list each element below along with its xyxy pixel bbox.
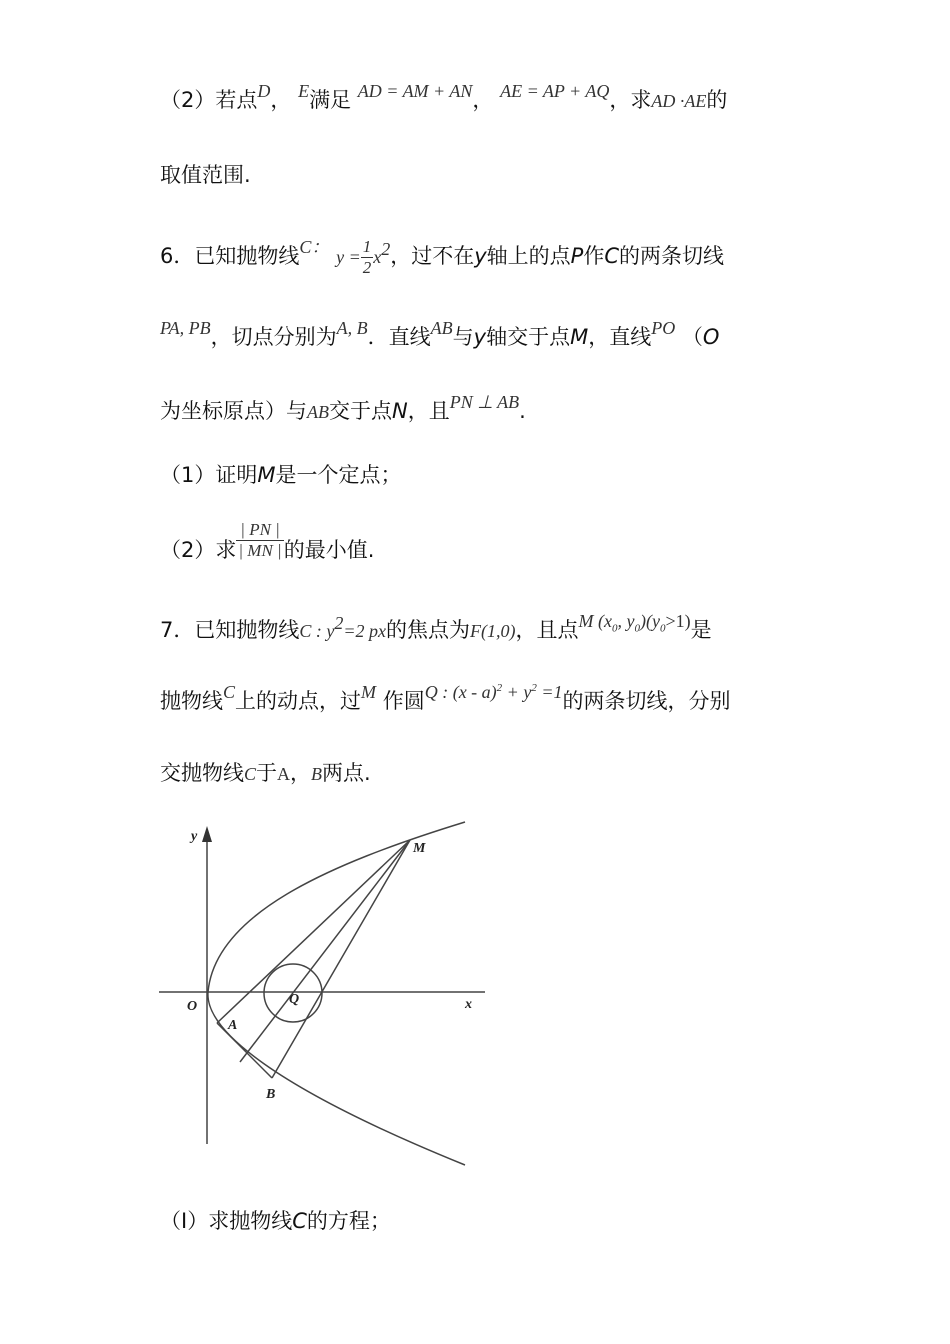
math-perp: PN ⊥ AB xyxy=(449,392,520,412)
sup: 2 xyxy=(531,682,537,694)
text: . xyxy=(519,399,526,423)
math-PO: PO xyxy=(651,318,676,338)
var-P: P xyxy=(570,244,584,268)
math-PA-PB: PA, PB xyxy=(160,318,211,338)
q6-line2 xyxy=(160,318,720,353)
text: 上的动点，过 xyxy=(235,689,362,713)
tangent-line-MB xyxy=(272,840,410,1078)
sub: 0 xyxy=(611,622,618,635)
text: , y xyxy=(617,611,635,631)
text: 的两条切线 xyxy=(619,244,724,268)
math-exp: 2 xyxy=(334,613,344,633)
text: ，求 xyxy=(609,88,652,112)
label-M: M xyxy=(413,841,426,856)
y-axis-arrow-icon xyxy=(202,826,212,842)
sub: 0 xyxy=(659,622,666,635)
text: 为坐标原点）与 xyxy=(160,399,307,423)
text: ．直线 xyxy=(367,325,431,349)
text: 与 xyxy=(452,325,474,349)
var-M: M xyxy=(257,463,276,487)
math-x: x xyxy=(373,247,382,267)
sup: 2 xyxy=(496,682,503,694)
text: M (x xyxy=(578,611,612,631)
text: ，直线 xyxy=(588,325,652,349)
text: >1) xyxy=(665,611,691,631)
frac-num: | PN | xyxy=(236,520,283,541)
text: 的最小值. xyxy=(283,537,375,562)
text: 的两条切线，分别 xyxy=(562,689,731,713)
text: )(y xyxy=(639,611,660,631)
text: + y xyxy=(502,682,532,702)
var-O: O xyxy=(702,325,720,349)
text: ， xyxy=(270,88,292,112)
q6-line3 xyxy=(160,392,526,427)
text: （1）证明 xyxy=(160,463,258,487)
math-rhs: =2 px xyxy=(343,621,387,641)
math-A: A xyxy=(277,764,291,784)
text: （Ⅰ）求抛物线 xyxy=(160,1209,293,1233)
text: （2）求 xyxy=(160,537,237,562)
text: 于 xyxy=(256,761,278,785)
fraction-ratio xyxy=(236,520,283,561)
frac-den: 2 xyxy=(362,257,372,277)
text: Q : (x - a) xyxy=(424,682,497,702)
text: （2）若点 xyxy=(160,88,258,112)
text: 的方程； xyxy=(306,1209,391,1233)
math-eq1: AD = AM + AN xyxy=(357,81,473,101)
frac-num: 1 xyxy=(362,236,372,256)
label-x: x xyxy=(465,997,472,1012)
q7-line3 xyxy=(160,758,371,789)
label-Q: Q xyxy=(289,992,300,1007)
question-number: 7．已知抛物线 xyxy=(160,618,300,642)
var-y: y xyxy=(473,325,487,349)
text: ， xyxy=(290,761,312,785)
q6-part2 xyxy=(160,520,374,561)
parabola-curve xyxy=(208,822,465,1165)
text: 交抛物线 xyxy=(160,761,244,785)
math-y-eq: y = xyxy=(336,247,361,267)
q7-line2 xyxy=(160,683,730,717)
text: 是 xyxy=(690,618,712,642)
label-O: O xyxy=(187,999,198,1014)
text: 轴上的点 xyxy=(486,244,571,268)
var-y: y xyxy=(474,244,487,268)
question-number: 6．已知抛物线 xyxy=(160,244,300,268)
math-C: C xyxy=(244,764,257,784)
q5-part2-line2: 取值范围. xyxy=(160,163,251,187)
text: 是一个定点； xyxy=(275,463,402,487)
math-B: B xyxy=(311,764,323,784)
text: 抛物线 xyxy=(160,689,223,713)
math-expr: AD ·AE xyxy=(651,91,707,111)
math-C: C： xyxy=(299,237,330,257)
text: ，且 xyxy=(407,399,450,423)
math-M: M xyxy=(361,682,377,702)
frac-den: | MN | xyxy=(238,541,282,560)
var-M: M xyxy=(570,325,589,349)
text: 两点. xyxy=(322,761,371,785)
math-C: C xyxy=(223,682,236,702)
math-curve: C : y xyxy=(299,621,335,641)
q5-part2-line xyxy=(160,81,728,116)
label-y: y xyxy=(191,829,198,844)
var-C: C xyxy=(604,244,619,268)
text: 轴交于点 xyxy=(486,325,571,349)
math-focus: F(1,0) xyxy=(470,621,516,641)
tangent-line-MA xyxy=(217,840,410,1023)
label-A: A xyxy=(228,1018,238,1033)
math-AB: AB xyxy=(430,318,453,338)
text: ， xyxy=(472,88,494,112)
math-A-B: A, B xyxy=(336,318,368,338)
text: ，且点 xyxy=(515,618,579,642)
var-N: N xyxy=(392,399,408,423)
text: 的焦点为 xyxy=(386,618,471,642)
text: ，过不在 xyxy=(390,244,475,268)
q6-line1 xyxy=(160,234,724,278)
sub: 0 xyxy=(634,622,640,635)
text: =1 xyxy=(536,682,563,702)
math-point xyxy=(578,611,691,635)
text: 满足 xyxy=(309,88,352,112)
q7-line1 xyxy=(160,608,712,654)
math-eq2: AE = AP + AQ xyxy=(500,81,610,101)
text: 作 xyxy=(583,244,605,268)
label-B: B xyxy=(266,1087,276,1102)
fraction-half xyxy=(361,237,374,278)
var-C: C xyxy=(292,1209,307,1233)
text: 的 xyxy=(706,88,728,112)
math-E: E xyxy=(298,81,310,101)
q6-part1 xyxy=(160,460,402,490)
q7-part1 xyxy=(160,1206,391,1236)
math-AB: AB xyxy=(307,402,329,422)
math-exp: 2 xyxy=(381,239,391,259)
math-circle xyxy=(425,682,563,702)
text: （ xyxy=(681,325,703,349)
text: ，切点分别为 xyxy=(210,325,337,349)
text: 作圆 xyxy=(382,689,425,713)
math-D: D xyxy=(257,81,271,101)
text: 交于点 xyxy=(329,399,392,423)
parabola-figure xyxy=(155,820,495,1170)
